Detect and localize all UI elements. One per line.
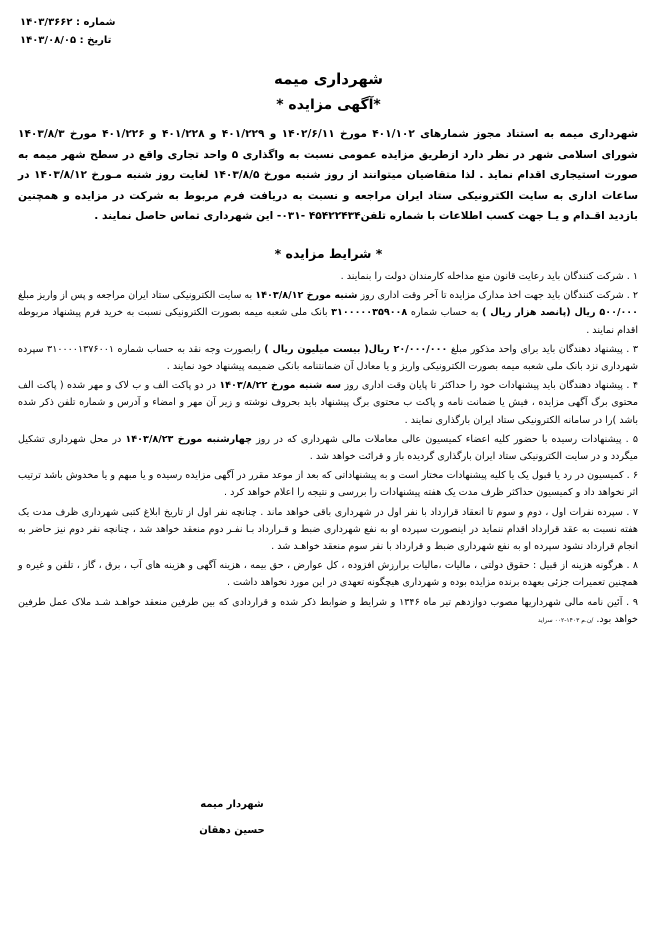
letter-date <box>20 32 190 50</box>
conditions-title: * شرایط مزایده * <box>274 246 383 261</box>
conditions-list <box>18 268 638 631</box>
signature-name: حسین دهقان <box>199 825 265 836</box>
condition-5: ۵ . پیشنهادات رسیده با حضور کلیه اعضاء کمیسیون عالی معاملات مالی شهرداری که در روز چهارشنبه مورخ ۱۴۰۳/۸/۲۳ در محل شهرداری تشکیل میگردد و در سایت الکترونیکی ستاد ایران بارگذاری گردیده باز و قرائت خواهد شد . <box>18 433 638 463</box>
page-title: شهرداری میمه <box>274 70 383 88</box>
condition-3: ۳ . پیشنهاد دهندگان باید برای واحد مذکور مبلغ ۲۰/۰۰۰/۰۰۰ ریال( بیست میلیون ریال ) رابصورت وجه نقد به حساب شماره ۳۱۰۰۰۰۱۳۷۶۰۰۱ سپرده شهرداری نزد بانک ملی شعبه میمه بصورت الکترونیکی واریز و یا معادل آن ضمانتنامه بانکی ضمیمه پیشنهاد خود نمایند . <box>18 343 638 373</box>
intro-paragraph: شهرداری میمه به استناد مجوز شمارهای ۴۰۱/۱۰۲ مورخ ۱۴۰۲/۶/۱۱ و ۴۰۱/۲۲۹ و ۴۰۱/۲۲۸ و ۴۰۱/۲۲۶ مورخ ۱۴۰۳/۸/۳ شورای اسلامی شهر در نظر دارد ازطریق مزایده عمومی نسبت به واگذاری ۵ واحد تجاری واقع در سطح شهر میمه به صورت استیجاری اقدام نماید . لذا متقاضیان میتوانند از روز شنبه مورخ ۱۴۰۳/۸/۵ لغایت روز شنبه مـورخ ۱۴۰۳/۸/۱۲ در ساعات اداری به سایت الکترونیکی ستاد ایران مراجعه و نسبت به دریافت فرم مربوط به شرکت در مزایده و همچنین بازدید اقـدام و یـا جهت کسب اطلاعات با شماره تلفن۴۵۴۲۲۴۳۴ -۰۳۱- این شهرداری تماس حاصل نمایند . <box>18 128 639 222</box>
signature-role: شهردار میمه <box>200 799 264 810</box>
signature-block <box>172 792 292 844</box>
letter-number-label: شماره : <box>75 17 116 28</box>
document-meta <box>20 14 190 50</box>
condition-6: ۶ . کمیسیون در رد یا قبول یک یا کلیه پیشنهادات مختار است و به پیشنهاداتی که بعد از موعد مقرر در آگهی مزایده رسیده و یا مبهم و یا مخدوش باشد ترتیب اثر نخواهد داد و کمیسیون حداکثر ظرف مدت یک هفته پیشنهادات را بررسی و نتیجه را اعلام خواهد کرد . <box>18 470 638 499</box>
condition-4: ۴ . پیشنهاد دهندگان باید پیشنهادات خود را حداکثر تا پایان وقت اداری روز سه شنبه مورخ ۱۴۰۳/۸/۲۲ در دو پاکت الف و ب لاک و مهر شده ( پاکت الف محتوی برگ آگهی مزایده ، فیش یا ضمانت نامه و پاکت ب محتوی برگ پیشنهاد باید بحروف نوشته و زیر آن مهر و امضاء و آدرس و شماره تلفن ذکر شده باشد )را در سامانه الکترونیکی ستاد ایران بارگذاری نمایند . <box>18 380 638 426</box>
condition-7: ۷ . سپرده نفرات اول ، دوم و سوم تا انعقاد قرارداد با نفر اول در شهرداری باقی خواهد ماند . چنانچه نفر اول از تاریخ ابلاغ کتبی شهرداری ظرف مدت یک هفته نسبت به عقد قرارداد اقدام ننماید در اینصورت سپرده او به نفع شهرداری ضبط و قـرارداد بـا نفـر دوم منعقد خواهد شد ، چنانچه نفر دوم نیز حاضر به انجام قرارداد نشود سپرده او به نفع شهرداری ضبط و قرارداد با نفر سوم منعقد خواهـد شد . <box>18 506 638 553</box>
letter-date-label: تاریخ : <box>79 35 112 46</box>
condition-9: ۹ . آئین نامه مالی شهرداریها مصوب دوازدهم تیر ماه ۱۳۴۶ و شرایط و ضوابط ذکر شده و قراردادی که بین طرفین منعقد خواهـد شـد ملاک عمل طرفین خواهد بود. /ن.م ۱۴۰۳-۰۰۲ سراید <box>18 596 638 625</box>
condition-2: ۲ . شرکت کنندگان باید جهت اخذ مدارک مزایده تا آخر وقت اداری روز شنبه مورخ ۱۴۰۳/۸/۱۲ به سایت الکترونیکی ستاد ایران مراجعه و پس از واریز مبلغ ۵۰۰/۰۰۰ ریال (پانصد هزار ریال ) به حساب شماره ۳۱۰۰۰۰۰۳۵۹۰۰۸ بانک ملی شعبه میمه بصورت الکترونیکی نسبت به خرید فرم پیشنهاد مربوطه اقدام نمایند . <box>17 290 639 336</box>
letter-number-value: ۱۴۰۳/۳۶۶۲ <box>20 17 73 28</box>
letter-number <box>20 14 190 32</box>
letter-date-value: ۱۴۰۳/۰۸/۰۵ <box>20 35 77 46</box>
publication-code: /ن.م ۱۴۰۳-۰۰۲ سراید <box>537 616 594 624</box>
condition-1: ۱ . شرکت کنندگان باید رعایت قانون منع مداخله کارمندان دولت را بنمایند . <box>340 271 638 282</box>
notice-subtitle: *آگهی مزایده * <box>276 97 381 113</box>
condition-8: ۸ . هرگونه هزینه از قبیل : حقوق دولتی ، مالیات ،مالیات برارزش افزوده ، کل عوارض ، حق بیمه ، هزینه آگهی و هزینه های آب ، برق ، گاز ، تلفن و غیره و همچنین تعمیرات جزئی بعهده برنده مزایده بوده و شهرداری هیچگونه تعهدی در این مورد نخواهد داشت . <box>18 560 638 589</box>
